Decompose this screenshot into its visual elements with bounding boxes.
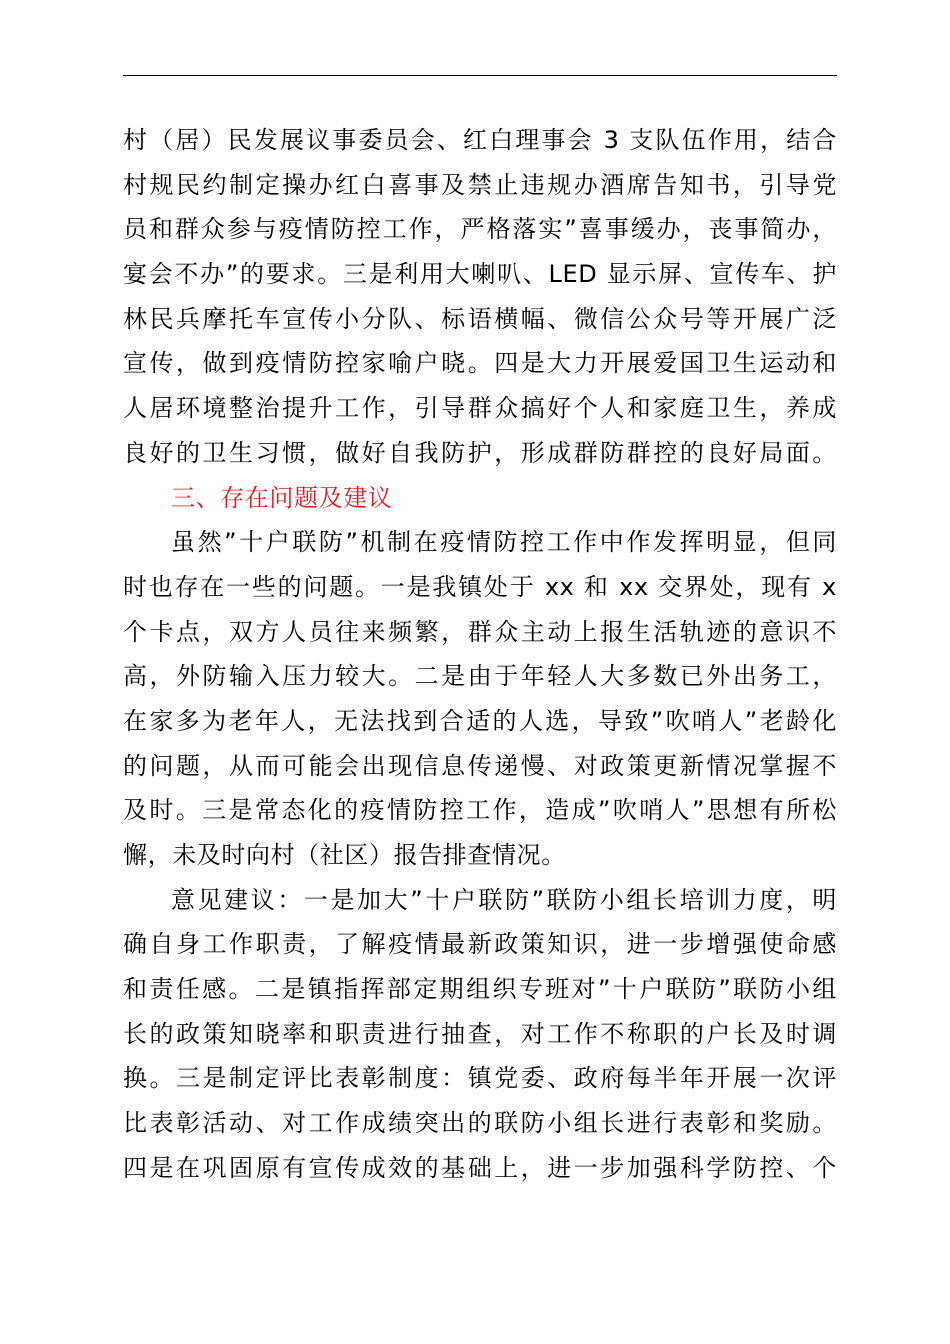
- text-line: 员和群众参与疫情防控工作，严格落实”喜事缓办，丧事简办，: [123, 215, 837, 244]
- text-line: 林民兵摩托车宣传小分队、标语横幅、微信公众号等开展广泛: [123, 304, 837, 333]
- text-line: 四是在巩固原有宣传成效的基础上，进一步加强科学防控、个: [123, 1153, 837, 1182]
- text-line: 虽然”十户联防”机制在疫情防控工作中作发挥明显，但同: [171, 528, 837, 557]
- paragraph-2: [123, 520, 837, 878]
- text-line: 村（居）民发展议事委员会、红白理事会 3 支队伍作用，结合: [123, 126, 837, 154]
- text-line: 及时。三是常态化的疫情防控工作，造成”吹哨人”思想有所松: [123, 796, 837, 825]
- text-line: 长的政策知晓率和职责进行抽查，对工作不称职的户长及时调: [123, 1019, 837, 1048]
- text-line: 在家多为老年人，无法找到合适的人选，导致”吹哨人”老龄化: [123, 706, 837, 735]
- text-line: 和责任感。二是镇指挥部定期组织专班对”十户联防”联防小组: [123, 975, 837, 1004]
- text-line: 时也存在一些的问题。一是我镇处于 xx 和 xx 交界处，现有 x: [123, 572, 837, 601]
- text-line: 比表彰活动、对工作成绩突出的联防小组长进行表彰和奖励。: [123, 1109, 837, 1138]
- text-line: 村规民约制定操办红白喜事及禁止违规办酒席告知书，引导党: [123, 170, 837, 199]
- paragraph-1: [123, 118, 837, 476]
- text-line: 意见建议：一是加大”十户联防”联防小组长培训力度，明: [171, 885, 837, 914]
- body-text: [123, 118, 837, 1191]
- text-line: 宴会不办”的要求。三是利用大喇叭、LED 显示屏、宣传车、护: [123, 260, 837, 289]
- text-line: 人居环境整治提升工作，引导群众搞好个人和家庭卫生，养成: [123, 394, 837, 423]
- text-line: 宣传，做到疫情防控家喻户晓。四是大力开展爱国卫生运动和: [123, 349, 837, 378]
- text-line: 确自身工作职责，了解疫情最新政策知识，进一步增强使命感: [123, 930, 837, 959]
- paragraph-3: [123, 878, 837, 1191]
- section-heading: 三、存在问题及建议: [171, 483, 393, 512]
- text-line: 的问题，从而可能会出现信息传递慢、对政策更新情况掌握不: [123, 751, 837, 780]
- header-rule: [123, 75, 837, 76]
- text-line: 良好的卫生习惯，做好自我防护，形成群防群控的良好局面。: [123, 438, 837, 467]
- text-line: 懈，未及时向村（社区）报告排查情况。: [123, 841, 566, 869]
- text-line: 个卡点，双方人员往来频繁，群众主动上报生活轨迹的意识不: [123, 617, 837, 646]
- text-line: 高，外防输入压力较大。二是由于年轻人大多数已外出务工，: [123, 662, 837, 691]
- text-line: 换。三是制定评比表彰制度：镇党委、政府每半年开展一次评: [123, 1064, 837, 1093]
